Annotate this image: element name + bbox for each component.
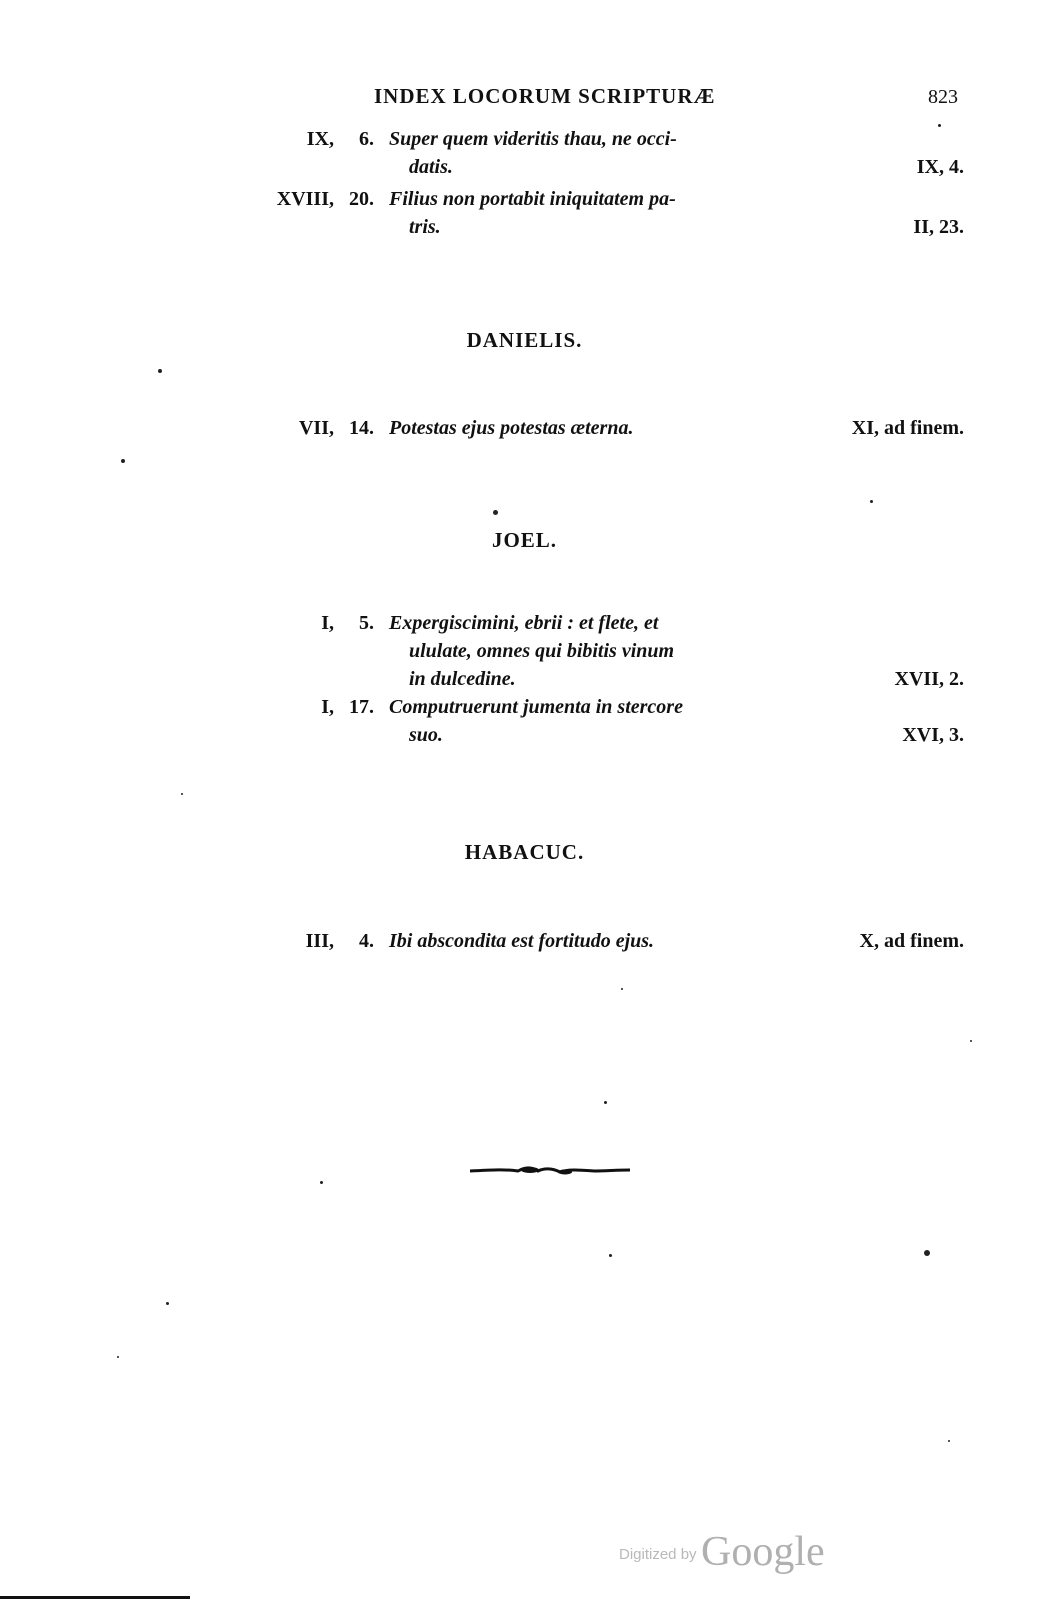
cross-reference: XI, ad finem. [851, 417, 964, 439]
scan-speck [158, 369, 162, 373]
entry-line [0, 185, 1049, 213]
chapter-ref: III, [305, 930, 334, 952]
entry-line [0, 693, 1049, 721]
quote-text: Filius non portabit iniquitatem pa- [389, 188, 676, 210]
verse-ref: 14. [349, 417, 374, 439]
bottom-rule [0, 1596, 190, 1599]
scan-speck [948, 1440, 950, 1442]
quote-text: Computruerunt jumenta in stercore [389, 696, 683, 718]
quote-text: Ibi abscondita est fortitudo ejus. [389, 930, 655, 952]
scan-speck [924, 1250, 930, 1256]
entry-line [0, 665, 1049, 693]
section-title: HABACUC. [464, 840, 585, 864]
quote-text: datis. [409, 156, 453, 178]
verse-ref: 17. [349, 696, 374, 718]
chapter-ref: XVIII, [276, 188, 334, 210]
entry-line [0, 153, 1049, 181]
entry-line [0, 927, 1049, 955]
quote-text: Potestas ejus potestas æterna. [389, 417, 634, 439]
scan-speck [181, 793, 183, 795]
entry-line [0, 213, 1049, 241]
quote-text: tris. [409, 216, 441, 238]
scan-speck [166, 1302, 169, 1305]
quote-text: Expergiscimini, ebrii : et flete, et [389, 612, 659, 634]
chapter-ref: I, [321, 612, 334, 634]
google-logo: Google [701, 1529, 825, 1575]
scan-speck [609, 1254, 612, 1257]
scan-speck [970, 1040, 972, 1042]
chapter-ref: VII, [298, 417, 334, 439]
cross-reference: XVI, 3. [902, 724, 964, 746]
scan-speck [621, 988, 623, 990]
cross-reference: X, ad finem. [859, 930, 964, 952]
digitized-watermark [619, 1528, 825, 1576]
verse-ref: 5. [359, 612, 374, 634]
entry-line [0, 721, 1049, 749]
scan-speck [117, 1356, 119, 1358]
section-title: DANIELIS. [466, 328, 583, 352]
quote-text: ululate, omnes qui bibitis vinum [409, 640, 675, 662]
cross-reference: IX, 4. [916, 156, 964, 178]
verse-ref: 4. [359, 930, 374, 952]
running-header-title: INDEX LOCORUM SCRIPTURÆ [374, 84, 716, 108]
end-ornament-icon [470, 1164, 630, 1178]
cross-reference: XVII, 2. [894, 668, 964, 690]
entry-line [0, 414, 1049, 442]
scan-speck [320, 1181, 323, 1184]
entry-line [0, 125, 1049, 153]
page-number: 823 [928, 86, 958, 108]
chapter-ref: I, [321, 696, 334, 718]
watermark-prefix: Digitized by [619, 1546, 697, 1563]
scan-speck [604, 1101, 607, 1104]
quote-text: suo. [409, 724, 443, 746]
scan-speck [870, 500, 873, 503]
entry-line [0, 609, 1049, 637]
section-title: JOEL. [491, 528, 558, 552]
quote-text: in dulcedine. [409, 668, 516, 690]
verse-ref: 20. [349, 188, 374, 210]
cross-reference: II, 23. [913, 216, 964, 238]
verse-ref: 6. [359, 128, 374, 150]
scan-speck [938, 124, 941, 127]
chapter-ref: IX, [306, 128, 334, 150]
scan-speck [493, 510, 498, 515]
entry-line [0, 637, 1049, 665]
scan-speck [121, 459, 125, 463]
quote-text: Super quem videritis thau, ne occi- [389, 128, 677, 150]
